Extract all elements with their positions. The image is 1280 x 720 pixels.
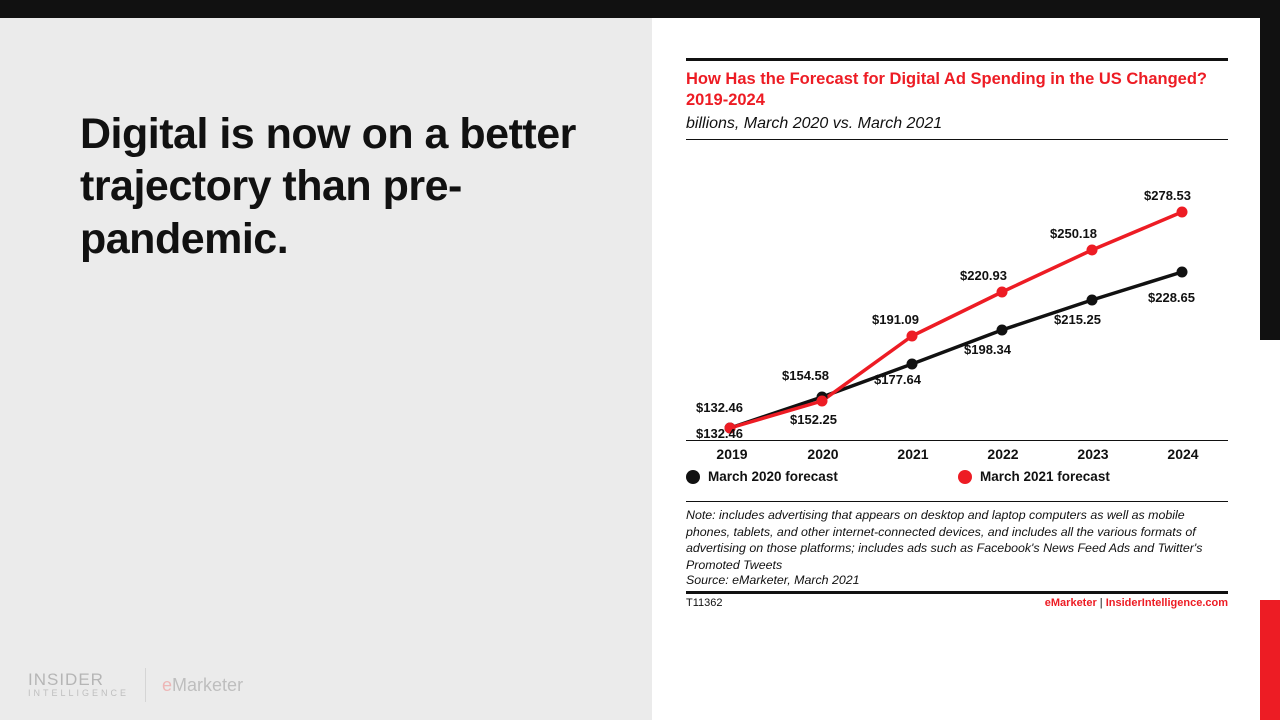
- right-black-accent: [1260, 18, 1280, 340]
- x-tick-2024: 2024: [1167, 446, 1199, 463]
- chart-svg: [686, 140, 1228, 440]
- x-tick-2022: 2022: [987, 446, 1019, 463]
- right-red-accent: [1260, 600, 1280, 720]
- emarketer-logo-rest: Marketer: [172, 674, 244, 695]
- data-label-black-2019: $132.46: [696, 400, 743, 416]
- legend-label-march-2021: March 2021 forecast: [980, 469, 1110, 485]
- legend-dot-black-icon: [686, 470, 700, 484]
- x-tick-2020: 2020: [807, 446, 839, 463]
- legend-item-march-2020: [686, 469, 838, 484]
- legend-dot-red-icon: [958, 470, 972, 484]
- data-label-black-2020: $154.58: [782, 368, 829, 384]
- brand-logo: [28, 668, 243, 702]
- top-black-bar: [0, 0, 1280, 18]
- footer-brand-insider: InsiderIntelligence.com: [1105, 597, 1228, 610]
- chart-card: [686, 58, 1228, 609]
- chart-code: T11362: [686, 597, 723, 610]
- x-tick-2023: 2023: [1077, 446, 1109, 463]
- insider-logo-line2: INTELLIGENCE: [28, 688, 130, 699]
- chart-legend: [686, 469, 1228, 501]
- data-label-black-2024: $228.65: [1148, 290, 1195, 306]
- chart-plot-area: [686, 140, 1228, 440]
- series-line-march-2020: [730, 272, 1182, 428]
- emarketer-logo: [162, 675, 243, 696]
- data-label-black-2023: $215.25: [1054, 312, 1101, 328]
- data-label-red-2022: $220.93: [960, 268, 1007, 284]
- logo-divider: [145, 668, 146, 702]
- series-line-march-2021: [730, 212, 1182, 428]
- legend-label-march-2020: March 2020 forecast: [708, 469, 838, 485]
- insider-intelligence-logo: [28, 671, 129, 700]
- chart-title: How Has the Forecast for Digital Ad Spending in the US Changed? 2019-2024: [686, 70, 1208, 110]
- footer-brand-separator: |: [1096, 597, 1106, 610]
- left-panel: [0, 18, 652, 720]
- footer-brand: [1045, 597, 1228, 609]
- chart-subtitle: billions, March 2020 vs. March 2021: [686, 115, 943, 133]
- chart-source: Source: eMarketer, March 2021: [686, 573, 860, 588]
- x-tick-2021: 2021: [897, 446, 929, 463]
- data-label-red-2021: $191.09: [872, 312, 919, 328]
- data-label-red-2024: $278.53: [1144, 188, 1191, 204]
- card-top-rule: [686, 58, 1228, 61]
- data-label-red-2020: $152.25: [790, 412, 837, 428]
- data-label-black-2022: $198.34: [964, 342, 1011, 358]
- footer-brand-emarketer: eMarketer: [1044, 597, 1097, 610]
- slide-headline: Digital is now on a better trajectory than pre-pandemic.: [80, 110, 576, 263]
- data-label-red-2023: $250.18: [1050, 226, 1097, 242]
- chart-footer: [686, 594, 1228, 609]
- insider-logo-line1: INSIDER: [28, 669, 104, 689]
- x-axis-ticks: [686, 441, 1228, 467]
- data-label-red-2019: $132.46: [696, 426, 743, 442]
- x-tick-2019: 2019: [716, 446, 748, 463]
- data-label-black-2021: $177.64: [874, 372, 921, 388]
- legend-item-march-2021: [958, 469, 1110, 484]
- chart-note: Note: includes advertising that appears on desktop and laptop computers as well as mobile phones, tablets, and other internet-connected devices, and includes all the various formats of advertising on those platforms; includes ads such as Facebook's News Feed Ads and Twitter's Promoted Tweets: [686, 508, 1203, 572]
- emarketer-logo-e: e: [162, 674, 173, 695]
